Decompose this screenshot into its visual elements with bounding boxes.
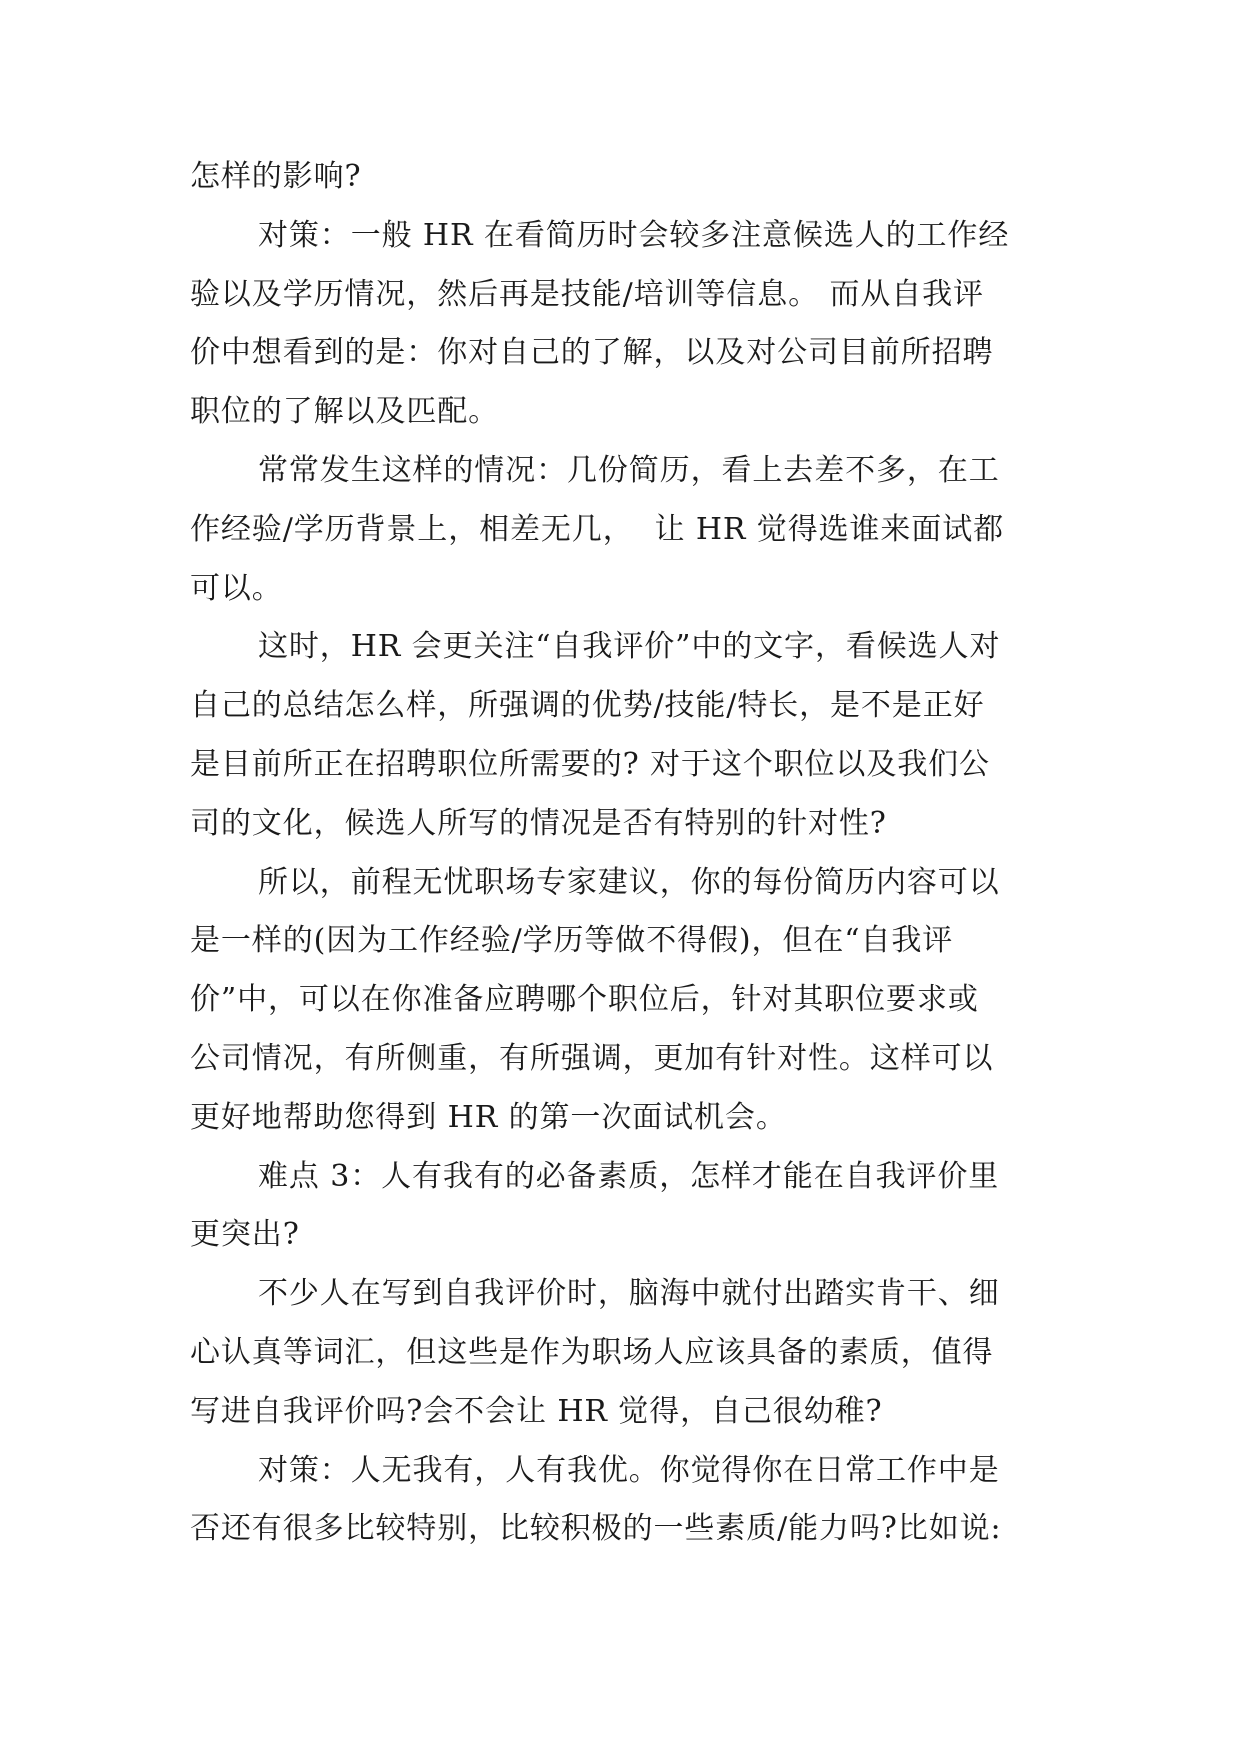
text-line: 常常发生这样的情况：几份简历，看上去差不多，在工 xyxy=(258,452,1000,488)
text-line: 价中想看到的是：你对自己的了解，以及对公司目前所招聘 xyxy=(190,335,994,371)
text-line: 对策：人无我有，人有我优。你觉得你在日常工作中是 xyxy=(258,1452,1000,1488)
body-text xyxy=(190,148,1052,1559)
text-line: 是一样的(因为工作经验/学历等做不得假)，但在“自我评 xyxy=(190,923,954,959)
text-line: 更好地帮助您得到 HR 的第一次面试机会。 xyxy=(190,1099,787,1135)
text-line: 写进自我评价吗?会不会让 HR 觉得，自己很幼稚? xyxy=(190,1393,883,1429)
text-line: 可以。 xyxy=(190,570,283,606)
text-line: 难点 3：人有我有的必备素质，怎样才能在自我评价里 xyxy=(258,1158,1000,1194)
text-line: 是目前所正在招聘职位所需要的? 对于这个职位以及我们公 xyxy=(190,746,990,782)
text-line: 作经验/学历背景上，相差无几， 让 HR 觉得选谁来面试都 xyxy=(190,511,1005,547)
text-line: 怎样的影响? xyxy=(190,159,362,194)
text-line: 不少人在写到自我评价时，脑海中就付出踏实肯干、细 xyxy=(258,1276,1000,1312)
text-line: 心认真等词汇，但这些是作为职场人应该具备的素质，值得 xyxy=(190,1334,994,1370)
text-line: 司的文化，候选人所写的情况是否有特别的针对性? xyxy=(190,805,887,841)
text-line: 价”中，可以在你准备应聘哪个职位后，针对其职位要求或 xyxy=(190,982,979,1018)
text-line: 验以及学历情况，然后再是技能/培训等信息。 而从自我评 xyxy=(190,276,984,312)
text-line: 职位的了解以及匹配。 xyxy=(190,394,499,430)
text-line: 这时，HR 会更关注“自我评价”中的文字，看候选人对 xyxy=(258,629,1001,665)
text-line: 对策：一般 HR 在看简历时会较多注意候选人的工作经 xyxy=(258,217,1010,253)
text-line: 所以，前程无忧职场专家建议，你的每份简历内容可以 xyxy=(258,864,1000,900)
text-line: 否还有很多比较特别，比较积极的一些素质/能力吗?比如说: xyxy=(190,1511,1002,1547)
text-line: 自己的总结怎么样，所强调的优势/技能/特长，是不是正好 xyxy=(190,688,985,724)
text-line: 更突出? xyxy=(190,1217,300,1253)
text-line: 公司情况，有所侧重，有所强调，更加有针对性。这样可以 xyxy=(190,1040,994,1076)
